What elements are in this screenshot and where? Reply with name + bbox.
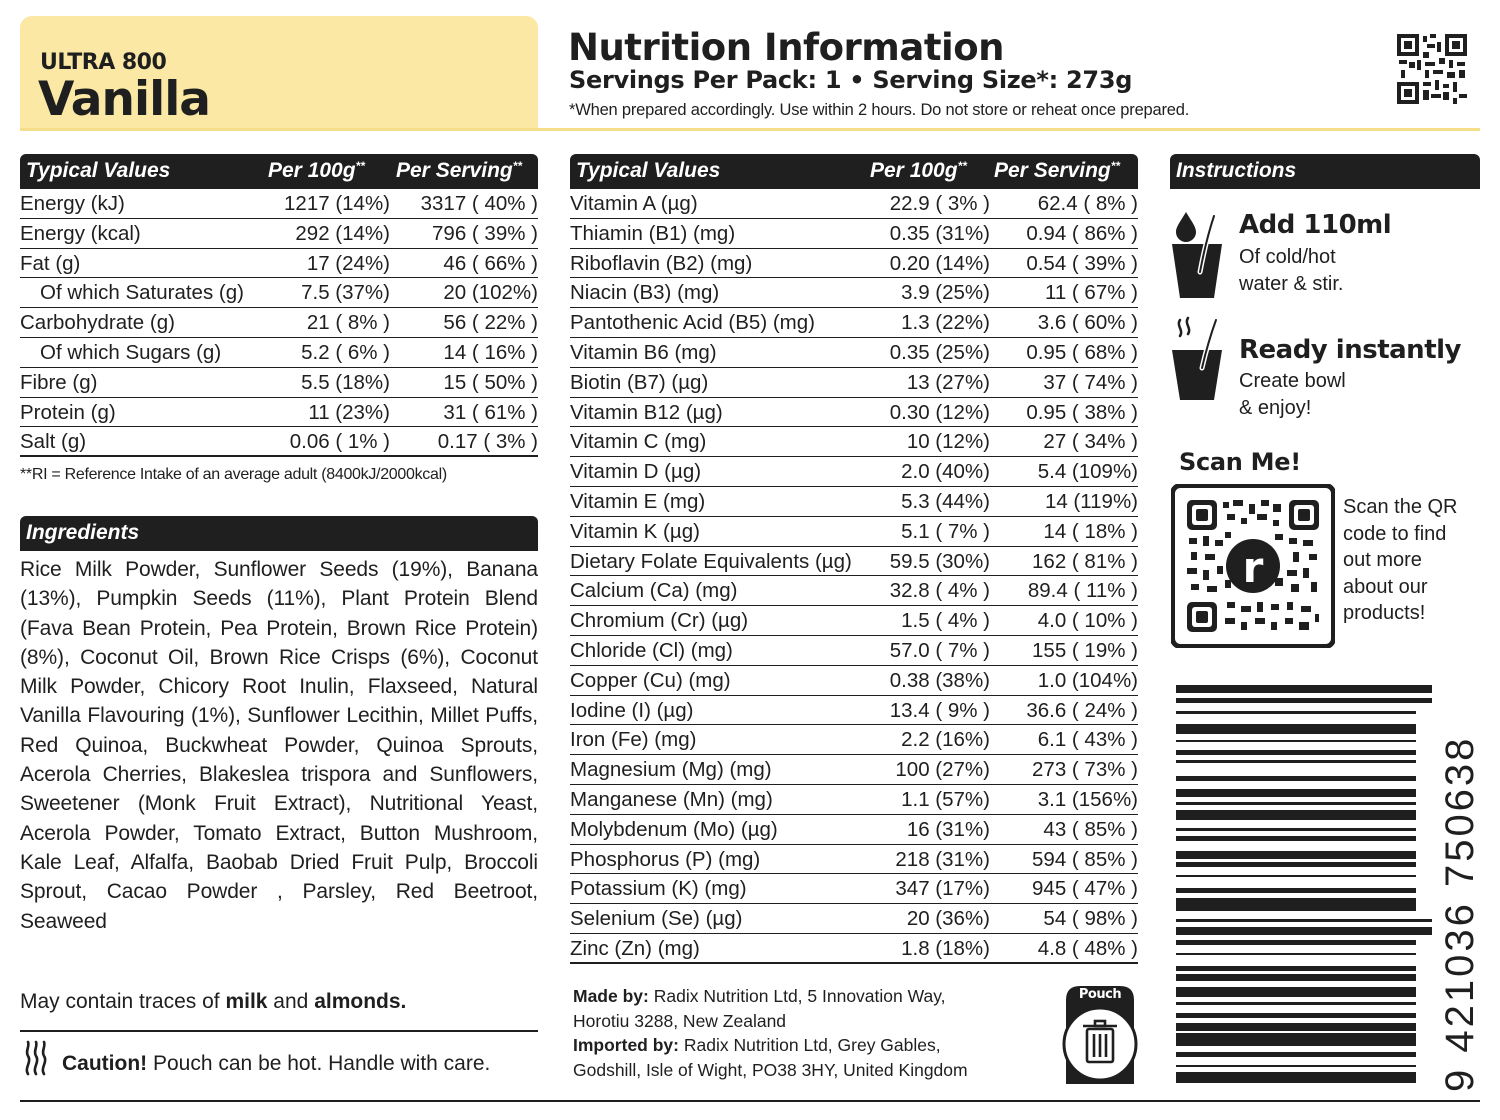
per-100g-value: 0.35 (25%) [889, 340, 990, 364]
barcode-bar [1176, 802, 1416, 805]
barcode-bar [1176, 760, 1416, 763]
per-100g-value: 2.0 (40%) [901, 460, 990, 484]
header-typical-values: Typical Values [26, 159, 171, 182]
micro-row [570, 904, 1138, 934]
per-100g-value: 16 (31%) [906, 817, 990, 841]
micro-row [570, 874, 1138, 904]
micro-row [570, 427, 1138, 457]
barcode-bar [1176, 927, 1432, 935]
macro-row [20, 398, 538, 428]
per-100g-value: 0.38 (38%) [889, 668, 990, 692]
per-serving-value: 796 ( 39% ) [432, 221, 538, 245]
per-100g-value: 1.3 (22%) [901, 311, 990, 335]
barcode-bar [1176, 724, 1416, 734]
barcode-bar [1176, 953, 1416, 956]
per-serving-value: 0.17 ( 3% ) [437, 430, 538, 454]
per-serving-value: 4.8 ( 48% ) [1037, 936, 1138, 960]
barcode-bar [1176, 940, 1416, 945]
barcode-bar [1176, 750, 1416, 755]
per-100g-value: 20 (36%) [906, 907, 990, 931]
macro-row [20, 189, 538, 219]
barcode-bar [1176, 851, 1416, 859]
nutrient-name: Molybdenum (Mo) (µg) [570, 817, 778, 841]
barcode-bar [1176, 836, 1416, 841]
per-serving-value: 0.94 ( 86% ) [1026, 221, 1138, 245]
pouch-label: Pouch [1078, 987, 1122, 1002]
per-serving-value: 3.1 (156%) [1037, 787, 1138, 811]
micro-row [570, 606, 1138, 636]
micro-row [570, 547, 1138, 577]
divider [20, 1030, 538, 1032]
barcode [1176, 685, 1432, 1089]
header-underline [20, 128, 1480, 131]
per-100g-value: 22.9 ( 3% ) [889, 192, 990, 215]
barcode-bar [1176, 898, 1416, 911]
nutrient-name: Salt (g) [20, 430, 87, 454]
ingredients-text: Rice Milk Powder, Sunflower Seeds (19%), Banana (13%), Pumpkin Seeds (11%), Plant Protein Blend (Fava Bean Protein, Pea Protein, Brown Rice Protein) (8%), Coconut Oil, Brown Rice Crisps (6%), Coconut Milk Powder, Chicory Root Inulin, Flaxseed, Natural Vanilla Flavouring (1%), Sunflower Lecithin, Millet Puffs, Red Quinoa, Buckwheat Powder, Quinoa Sprouts, Acerola Cherries, Blakeslea trispora and Sunflowers, Sweetener (Monk Fruit Extract), Nutritional Yeast, Acerola Powder, Tomato Extract, Button Mushroom, Kale Leaf, Alfalfa, Baobab Dried Fruit Pulp, Broccoli Sprout, Cacao Powder , Parsley, Red Beetroot, Seaweed [20, 558, 538, 933]
nutrient-name: Manganese (Mn) (mg) [570, 787, 773, 811]
per-100g-value: 3.9 (25%) [901, 281, 990, 305]
barcode-bar [1176, 711, 1416, 714]
micro-row [570, 666, 1138, 696]
micro-row [570, 517, 1138, 547]
per-100g-value: 218 (31%) [895, 847, 990, 871]
micronutrient-table [570, 154, 1138, 964]
per-serving-value: 46 ( 66% ) [443, 251, 538, 275]
qr-logo-letter: r [1242, 543, 1264, 592]
micro-row [570, 249, 1138, 279]
nutrient-name: Biotin (B7) (µg) [570, 370, 709, 394]
per-100g-value: 2.2 (16%) [901, 728, 990, 752]
heat-waves-icon [22, 1040, 50, 1076]
per-serving-value: 27 ( 34% ) [1043, 430, 1138, 454]
macro-row [20, 219, 538, 249]
micro-row [570, 368, 1138, 398]
manufacturer-info: Made by: Radix Nutrition Ltd, 5 Innovation Way, Horotiu 3288, New Zealand Imported by: Radix Nutrition Ltd, Grey Gables, Godshill, Isle of Wight, PO38 3HY, United Kingdom [573, 986, 968, 1080]
barcode-bar [1176, 776, 1416, 781]
barcode-bar [1176, 1002, 1416, 1005]
micro-row [570, 487, 1138, 517]
nutrient-name: Vitamin C (mg) [570, 430, 707, 454]
per-serving-value: 0.95 ( 68% ) [1026, 340, 1138, 364]
per-serving-value: 20 (102%) [443, 281, 538, 305]
barcode-bar [1176, 1052, 1416, 1057]
header-per-100g: Per 100g** [268, 159, 365, 182]
barcode-bar [1176, 919, 1432, 922]
per-serving-value: 0.95 ( 38% ) [1026, 400, 1138, 424]
barcode-number: 9 421036 750638 [1438, 735, 1482, 1092]
step1-text: Of cold/hot water & stir. [1239, 246, 1344, 295]
micro-row [570, 934, 1138, 964]
macro-table-header [20, 154, 538, 189]
micro-row [570, 845, 1138, 875]
per-100g-value: 100 (27%) [895, 758, 990, 782]
barcode-bar [1176, 888, 1416, 893]
macro-row [20, 338, 538, 368]
per-100g-value: 1.8 (18%) [901, 936, 990, 960]
header-per-100g: Per 100g** [870, 159, 967, 182]
per-100g-value: 13 (27%) [906, 370, 990, 394]
product-banner [20, 16, 538, 130]
per-100g-value: 5.5 (18%) [301, 370, 390, 394]
nutrient-name: Carbohydrate (g) [20, 311, 175, 335]
step2-text: Create bowl & enjoy! [1239, 370, 1346, 419]
per-100g-value: 5.2 ( 6% ) [301, 340, 390, 364]
per-serving-value: 4.0 ( 10% ) [1037, 609, 1138, 633]
servings-info: Servings Per Pack: 1 • Serving Size*: 273g [569, 66, 1133, 94]
per-100g-value: 32.8 ( 4% ) [889, 579, 990, 603]
nutrient-name: Magnesium (Mg) (mg) [570, 758, 772, 782]
barcode-bar [1176, 828, 1416, 831]
per-serving-value: 56 ( 22% ) [443, 311, 538, 335]
barcode-bar [1176, 1072, 1416, 1082]
nutrient-name: Fibre (g) [20, 370, 98, 394]
header-typical-values: Typical Values [576, 159, 721, 182]
per-serving-value: 62.4 ( 8% ) [1037, 192, 1138, 215]
per-serving-value: 37 ( 74% ) [1043, 370, 1138, 394]
nutrient-name: Vitamin B12 (µg) [570, 400, 723, 424]
per-100g-value: 0.20 (14%) [889, 251, 990, 275]
micro-row [570, 457, 1138, 487]
per-100g-value: 1.5 ( 4% ) [901, 609, 990, 633]
nutrition-title: Nutrition Information [568, 26, 1004, 69]
per-serving-value: 3317 ( 40% ) [420, 192, 538, 215]
nutrient-name: Chloride (Cl) (mg) [570, 638, 733, 662]
per-100g-value: 13.4 ( 9% ) [889, 698, 990, 722]
nutrient-name: Fat (g) [20, 251, 81, 275]
per-100g-value: 5.3 (44%) [901, 489, 990, 513]
nutrient-name: Protein (g) [20, 400, 116, 424]
per-100g-value: 0.30 (12%) [889, 400, 990, 424]
micro-row [570, 278, 1138, 308]
step2-title: Ready instantly [1239, 335, 1461, 365]
step1-title: Add 110ml [1239, 210, 1392, 240]
micro-row [570, 308, 1138, 338]
qr-code-icon[interactable] [1171, 484, 1335, 648]
micro-row [570, 815, 1138, 845]
per-100g-value: 0.35 (31%) [889, 221, 990, 245]
nutrient-name: Iron (Fe) (mg) [570, 728, 697, 752]
per-serving-value: 89.4 ( 11% ) [1027, 579, 1138, 603]
nutrient-name: Pantothenic Acid (B5) (mg) [570, 311, 815, 335]
cup-water-icon [1170, 210, 1224, 300]
scan-description: Scan the QR code to find out more about our products! [1343, 496, 1458, 624]
per-serving-value: 3.6 ( 60% ) [1037, 311, 1138, 335]
per-100g-value: 11 (23%) [308, 400, 390, 424]
preparation-note: *When prepared accordingly. Use within 2 hours. Do not store or reheat once prepared. [569, 101, 1190, 119]
nutrient-name: Of which Saturates (g) [40, 281, 244, 305]
nutrient-name: Riboflavin (B2) (mg) [570, 251, 753, 275]
nutrient-name: Selenium (Se) (µg) [570, 907, 743, 931]
per-100g-value: 17 (24%) [306, 251, 390, 275]
per-100g-value: 21 ( 8% ) [306, 311, 390, 335]
per-serving-value: 162 ( 81% ) [1032, 549, 1138, 573]
product-line: ULTRA 800 [40, 50, 167, 75]
barcode-bar [1176, 810, 1416, 820]
nutrient-name: Phosphorus (P) (mg) [570, 847, 761, 871]
nutrient-name: Thiamin (B1) (mg) [570, 221, 736, 245]
nutrient-name: Niacin (B3) (mg) [570, 281, 720, 305]
allergen-traces: May contain traces of milk and almonds. [20, 990, 407, 1013]
nutrient-name: Calcium (Ca) (mg) [570, 579, 738, 603]
macro-row [20, 249, 538, 279]
per-serving-value: 31 ( 61% ) [443, 400, 538, 424]
nutrient-name: Dietary Folate Equivalents (µg) [570, 549, 852, 573]
micro-row [570, 725, 1138, 755]
per-serving-value: 14 (119%) [1044, 489, 1138, 513]
per-serving-value: 54 ( 98% ) [1043, 907, 1138, 931]
per-serving-value: 594 ( 85% ) [1032, 847, 1138, 871]
per-100g-value: 0.06 ( 1% ) [289, 430, 390, 454]
macro-row [20, 308, 538, 338]
per-100g-value: 292 (14%) [295, 221, 390, 245]
per-100g-value: 59.5 (30%) [889, 549, 990, 573]
header-per-serving: Per Serving** [994, 159, 1121, 182]
instructions-header: Instructions [1170, 154, 1480, 189]
micro-row [570, 189, 1138, 219]
barcode-bar [1176, 875, 1416, 878]
nutrient-name: Vitamin E (mg) [570, 489, 706, 513]
micro-row [570, 636, 1138, 666]
per-serving-value: 15 ( 50% ) [443, 370, 538, 394]
scan-me-title: Scan Me! [1179, 448, 1301, 476]
per-serving-value: 945 ( 47% ) [1032, 877, 1138, 901]
per-serving-value: 0.54 ( 39% ) [1026, 251, 1138, 275]
barcode-bar [1176, 987, 1416, 997]
macro-row [20, 427, 538, 457]
nutrient-name: Vitamin D (µg) [570, 460, 702, 484]
product-flavour: Vanilla [38, 72, 211, 127]
barcode-bar [1176, 685, 1432, 693]
qr-code-small-icon [1397, 34, 1467, 104]
nutrient-name: Of which Sugars (g) [40, 340, 222, 364]
per-serving-value: 5.4 (109%) [1037, 460, 1138, 484]
barcode-bar [1176, 1023, 1416, 1031]
steaming-bowl-icon [1170, 316, 1224, 402]
nutrient-name: Energy (kcal) [20, 221, 141, 245]
micro-row [570, 338, 1138, 368]
per-serving-value: 6.1 ( 43% ) [1037, 728, 1138, 752]
macro-row [20, 278, 538, 308]
barcode-bar [1176, 740, 1416, 743]
barcode-bar [1176, 966, 1416, 971]
macro-row [20, 368, 538, 398]
per-100g-value: 1.1 (57%) [901, 787, 990, 811]
nutrient-name: Chromium (Cr) (µg) [570, 609, 749, 633]
per-100g-value: 7.5 (37%) [301, 281, 390, 305]
micro-row [570, 755, 1138, 785]
per-100g-value: 347 (17%) [895, 877, 990, 901]
nutrient-name: Potassium (K) (mg) [570, 877, 747, 901]
nutrient-name: Vitamin A (µg) [570, 192, 698, 215]
ri-note: **RI = Reference Intake of an average adult (8400kJ/2000kcal) [20, 466, 447, 483]
nutrient-name: Iodine (I) (µg) [570, 698, 694, 722]
barcode-bar [1176, 862, 1416, 867]
ingredients-header: Ingredients [20, 516, 538, 551]
nutrient-name: Vitamin B6 (mg) [570, 340, 717, 364]
micro-row [570, 696, 1138, 726]
barcode-bar [1176, 974, 1416, 982]
barcode-bar [1176, 1033, 1416, 1046]
per-serving-value: 14 ( 18% ) [1043, 519, 1138, 543]
header-per-serving: Per Serving** [396, 159, 523, 182]
nutrient-name: Zinc (Zn) (mg) [570, 936, 700, 960]
nutrient-name: Energy (kJ) [20, 192, 125, 215]
nutrient-name: Copper (Cu) (mg) [570, 668, 731, 692]
barcode-bar [1176, 698, 1432, 703]
barcode-bar [1176, 789, 1416, 797]
per-serving-value: 14 ( 16% ) [443, 340, 538, 364]
barcode-bar [1176, 1065, 1416, 1068]
micro-row [570, 576, 1138, 606]
per-serving-value: 1.0 (104%) [1037, 668, 1138, 692]
per-100g-value: 1217 (14%) [284, 192, 390, 215]
nutrient-name: Vitamin K (µg) [570, 519, 700, 543]
per-100g-value: 5.1 ( 7% ) [901, 519, 990, 543]
micro-row [570, 785, 1138, 815]
bottom-rule [20, 1100, 1480, 1102]
per-100g-value: 57.0 ( 7% ) [889, 638, 990, 662]
per-serving-value: 36.6 ( 24% ) [1026, 698, 1138, 722]
macro-table [20, 154, 538, 457]
per-serving-value: 273 ( 73% ) [1032, 758, 1138, 782]
per-serving-value: 43 ( 85% ) [1043, 817, 1138, 841]
per-serving-value: 11 ( 67% ) [1044, 281, 1138, 305]
micro-row [570, 398, 1138, 428]
per-100g-value: 10 (12%) [906, 430, 990, 454]
micro-table-header [570, 154, 1138, 189]
per-serving-value: 155 ( 19% ) [1032, 638, 1138, 662]
micro-row [570, 219, 1138, 249]
barcode-bar [1176, 1013, 1416, 1018]
